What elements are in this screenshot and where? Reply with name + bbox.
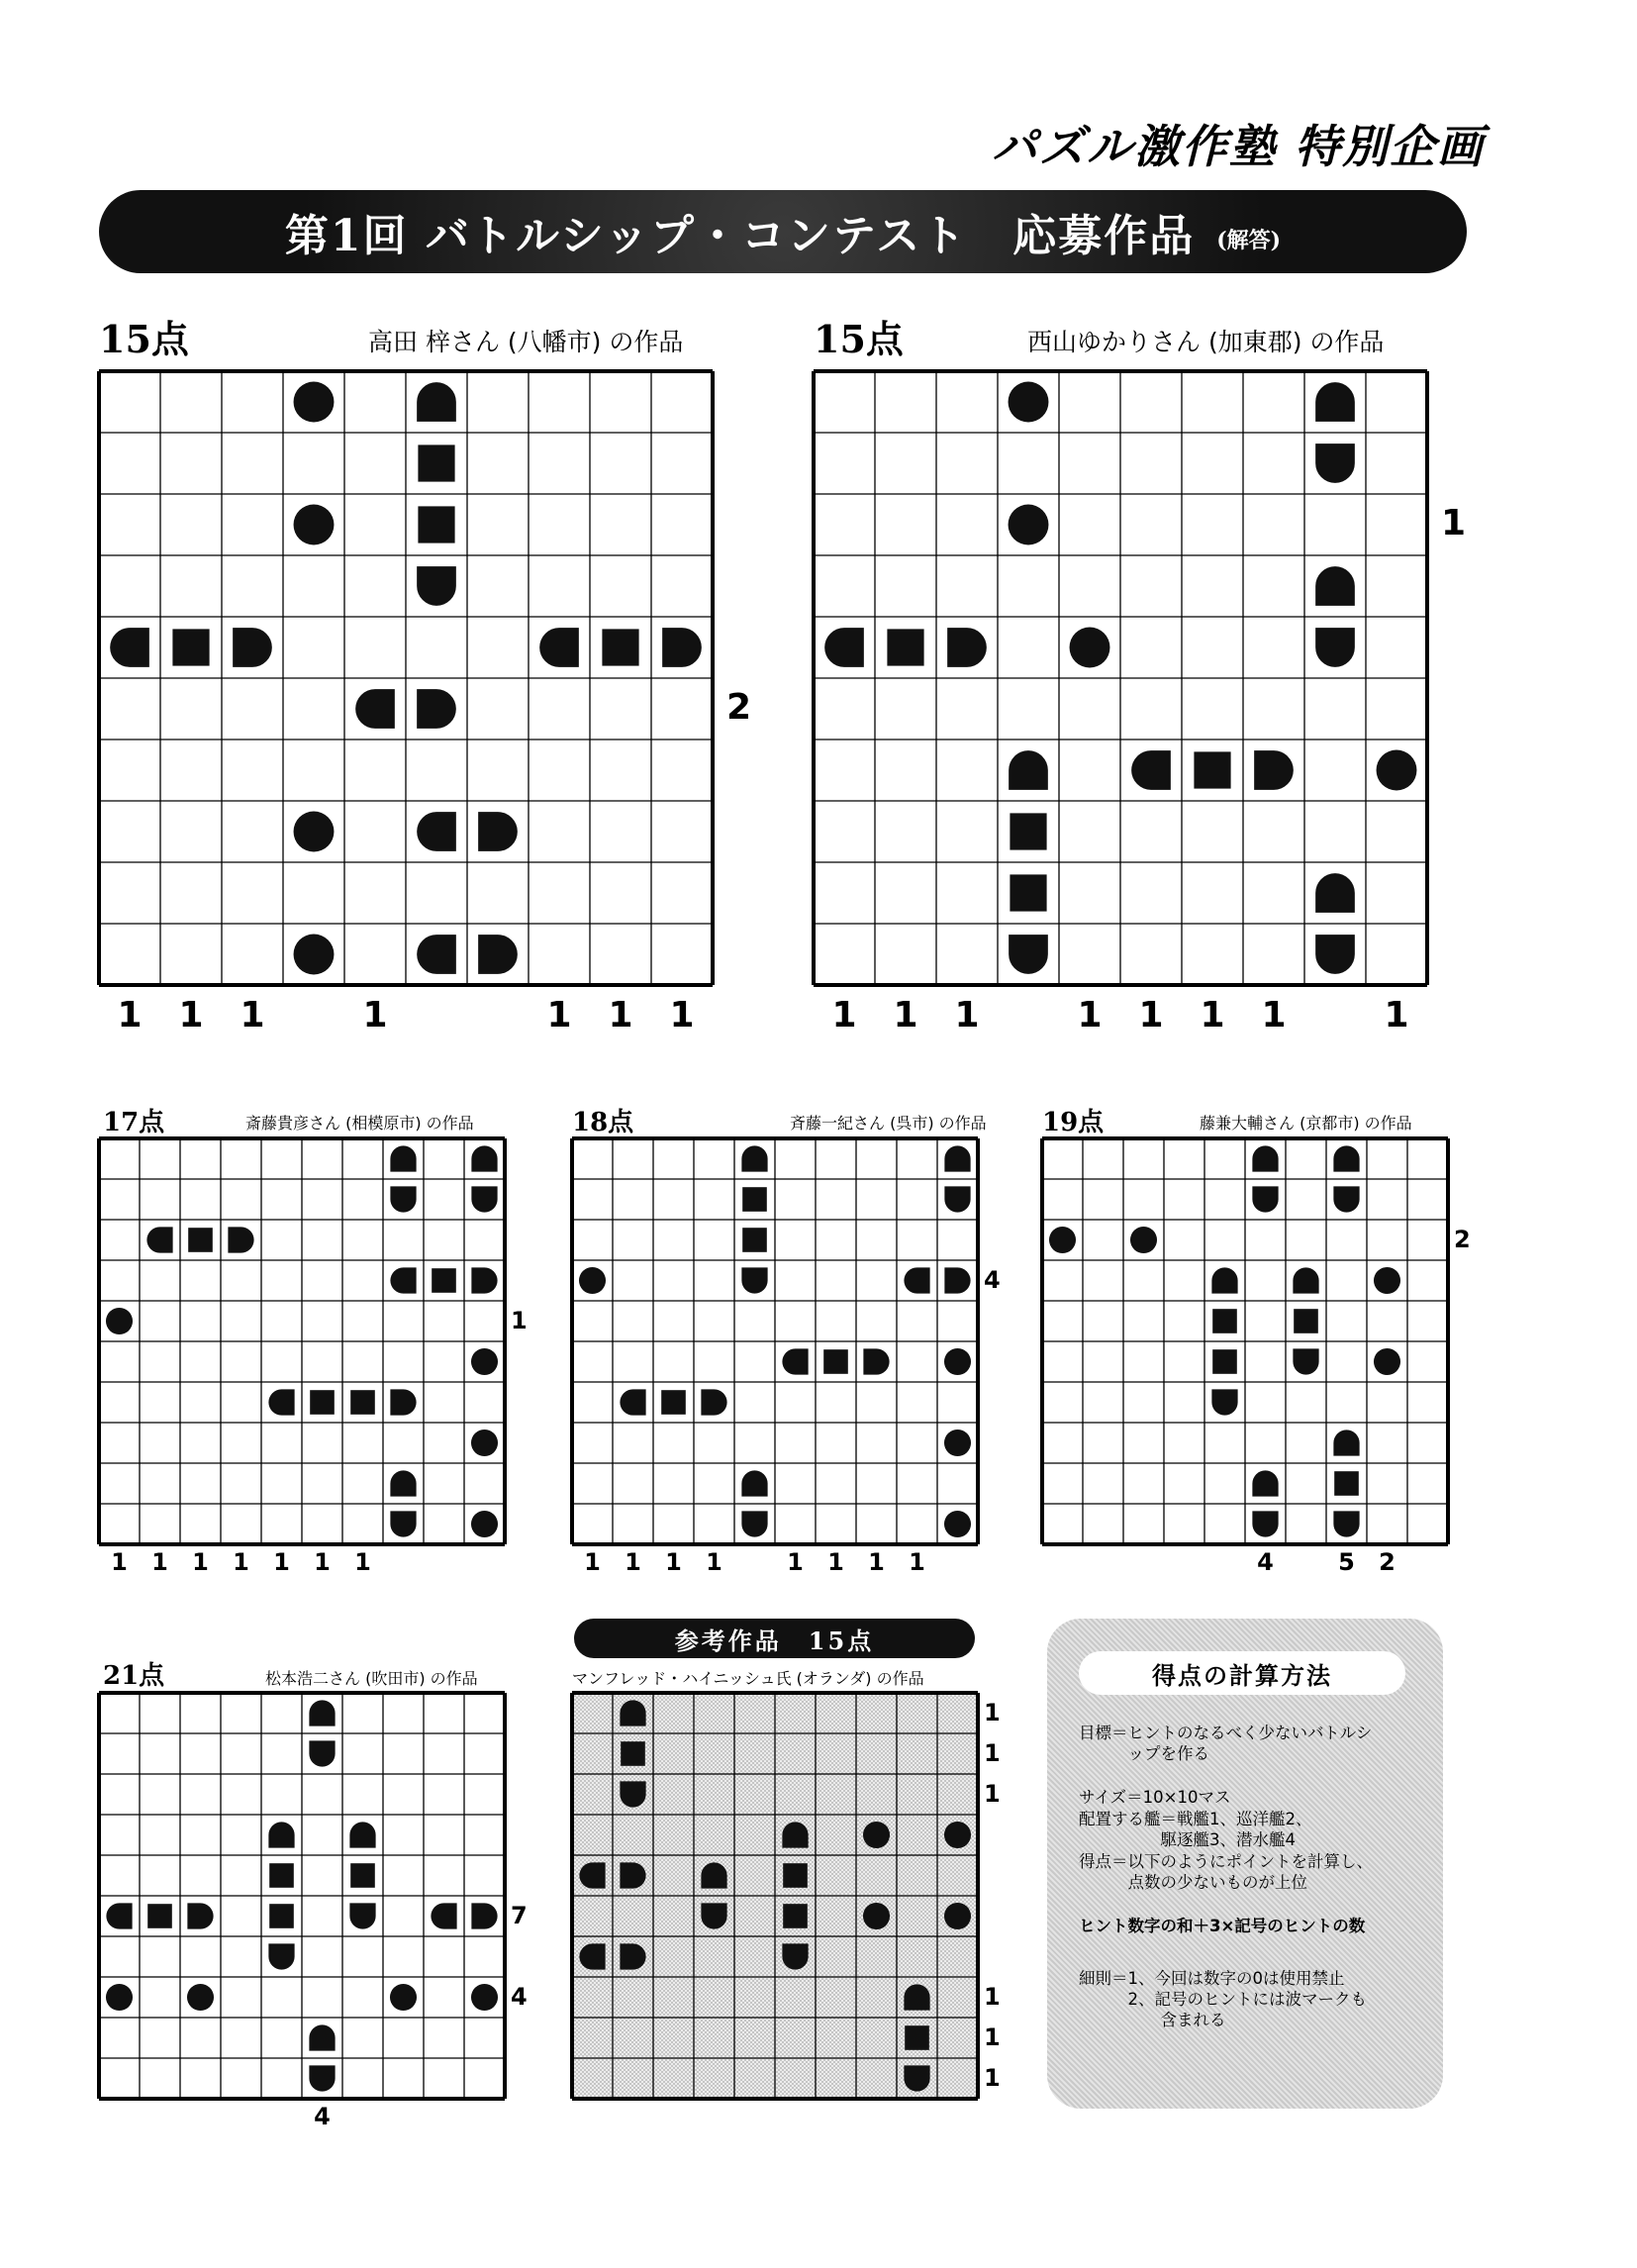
ship-right-end xyxy=(701,1389,726,1415)
ship-left-end xyxy=(620,1389,645,1415)
puzzle-6-score: 21点 xyxy=(103,1661,165,1691)
submarine-circle xyxy=(944,1822,971,1848)
submarine-circle xyxy=(944,1903,971,1929)
ship-bottom-end xyxy=(741,1267,767,1293)
grid-svg xyxy=(95,367,717,989)
ship-left-end xyxy=(1131,750,1171,790)
ship-bottom-end xyxy=(471,1186,497,1212)
column-hint: 1 xyxy=(893,995,918,1035)
ship-right-end xyxy=(417,689,456,729)
ship-middle-square xyxy=(350,1390,375,1415)
ship-middle-square xyxy=(1194,751,1230,788)
ship-bottom-end xyxy=(1211,1389,1237,1415)
ship-bottom-end xyxy=(309,2065,335,2091)
ship-top-end xyxy=(390,1145,416,1171)
ship-right-end xyxy=(863,1348,889,1374)
ship-top-end xyxy=(1252,1145,1278,1171)
submarine-circle xyxy=(1374,1267,1400,1294)
ship-top-end xyxy=(1333,1430,1359,1455)
ship-middle-square xyxy=(172,629,209,665)
column-hint: 1 xyxy=(868,1548,885,1576)
ship-top-end xyxy=(309,1700,335,1726)
row-hint: 1 xyxy=(984,1699,1001,1727)
series-title: パズル激作塾 特別企画 xyxy=(991,120,1485,173)
ship-bottom-end xyxy=(1315,628,1355,667)
row-hint: 7 xyxy=(511,1902,528,1930)
submarine-circle xyxy=(106,1984,133,2011)
reference-label: 参考作品 15点 xyxy=(574,1619,975,1658)
column-hint: 1 xyxy=(584,1548,601,1576)
ship-left-end xyxy=(579,1862,605,1888)
ship-top-end xyxy=(944,1145,970,1171)
ship-middle-square xyxy=(147,1904,172,1928)
ship-bottom-end xyxy=(390,1511,416,1536)
puzzle-1-author: 高田 梓さん (八幡市) の作品 xyxy=(368,328,684,356)
ship-bottom-end xyxy=(1252,1511,1278,1536)
ship-left-end xyxy=(539,628,579,667)
ship-right-end xyxy=(228,1227,253,1252)
ship-bottom-end xyxy=(741,1511,767,1536)
ship-top-end xyxy=(1315,873,1355,913)
submarine-circle xyxy=(944,1430,971,1456)
ship-middle-square xyxy=(742,1228,767,1252)
column-hint: 1 xyxy=(111,1548,128,1576)
ship-middle-square xyxy=(1212,1309,1237,1333)
submarine-circle xyxy=(294,382,335,423)
ship-middle-square xyxy=(661,1390,686,1415)
ship-middle-square xyxy=(823,1349,848,1374)
submarine-circle xyxy=(187,1984,214,2011)
ship-bottom-end xyxy=(309,1740,335,1766)
ship-right-end xyxy=(187,1903,213,1928)
ship-left-end xyxy=(431,1903,456,1928)
ship-right-end xyxy=(471,1267,497,1293)
submarine-circle xyxy=(1377,750,1417,791)
ship-middle-square xyxy=(432,1268,456,1293)
ship-right-end xyxy=(1254,750,1294,790)
submarine-circle xyxy=(863,1822,890,1848)
ship-top-end xyxy=(1333,1145,1359,1171)
ship-top-end xyxy=(1315,566,1355,606)
ship-left-end xyxy=(355,689,395,729)
column-hint: 1 xyxy=(608,995,633,1035)
row-hint: 1 xyxy=(984,2023,1001,2052)
ship-bottom-end xyxy=(1293,1348,1318,1374)
ship-bottom-end xyxy=(1315,935,1355,974)
puzzle-7-author: マンフレッド・ハイニッシュ氏 (オランダ) の作品 xyxy=(572,1669,924,1688)
puzzle-3-score: 17点 xyxy=(103,1108,165,1137)
ship-top-end xyxy=(1293,1267,1318,1293)
ship-right-end xyxy=(620,1943,645,1969)
ship-right-end xyxy=(471,1903,497,1928)
ship-top-end xyxy=(390,1470,416,1496)
column-hint: 1 xyxy=(314,1548,331,1576)
column-hint: 2 xyxy=(1379,1548,1396,1576)
column-hint: 1 xyxy=(665,1548,682,1576)
scoring-rules-title: 得点の計算方法 xyxy=(1079,1651,1405,1695)
ship-top-end xyxy=(1009,750,1048,790)
submarine-circle xyxy=(471,1348,498,1375)
submarine-circle xyxy=(471,1984,498,2011)
column-hint: 1 xyxy=(354,1548,371,1576)
rule-size: サイズ＝10×10マス xyxy=(1079,1788,1231,1807)
ship-bottom-end xyxy=(268,1943,294,1969)
ship-left-end xyxy=(904,1267,929,1293)
submarine-circle xyxy=(1130,1227,1157,1253)
title-banner xyxy=(99,190,1467,273)
ship-middle-square xyxy=(1212,1349,1237,1374)
ship-right-end xyxy=(390,1389,416,1415)
ship-middle-square xyxy=(783,1904,808,1928)
puzzle-5-score: 19点 xyxy=(1042,1108,1105,1137)
submarine-circle xyxy=(294,505,335,545)
puzzle-4-author: 斉藤一紀さん (呉市) の作品 xyxy=(790,1114,987,1133)
grid-svg xyxy=(95,1689,509,2103)
submarine-circle xyxy=(294,935,335,975)
row-hint: 4 xyxy=(511,1983,528,2012)
ship-top-end xyxy=(782,1822,808,1847)
grid-svg xyxy=(810,367,1431,989)
ship-middle-square xyxy=(418,506,454,542)
grid-svg xyxy=(568,1689,982,2103)
ship-top-end xyxy=(620,1700,645,1726)
ship-top-end xyxy=(1315,382,1355,422)
row-hint: 1 xyxy=(984,2064,1001,2093)
row-hint: 1 xyxy=(1441,503,1467,544)
ship-middle-square xyxy=(269,1904,294,1928)
ship-bottom-end xyxy=(1009,935,1048,974)
rule-notes: 細則＝1、今回は数字の0は使用禁止 2、記号のヒントには波マークも 含まれる xyxy=(1079,1969,1367,2029)
column-hint: 1 xyxy=(787,1548,804,1576)
ship-top-end xyxy=(1211,1267,1237,1293)
submarine-circle xyxy=(1374,1348,1400,1375)
column-hint: 1 xyxy=(151,1548,168,1576)
column-hint: 1 xyxy=(233,1548,249,1576)
ship-left-end xyxy=(579,1943,605,1969)
column-hint: 1 xyxy=(909,1548,925,1576)
ship-bottom-end xyxy=(1333,1511,1359,1536)
puzzle-3-author: 斎藤貴彦さん (相模原市) の作品 xyxy=(245,1114,474,1133)
ship-top-end xyxy=(904,1984,929,2010)
ship-bottom-end xyxy=(944,1186,970,1212)
column-hint: 1 xyxy=(546,995,572,1035)
ship-top-end xyxy=(349,1822,375,1847)
rule-ships: 配置する艦＝戦艦1、巡洋艦2、 駆逐艦3、潜水艦4 xyxy=(1079,1810,1312,1849)
ship-bottom-end xyxy=(390,1186,416,1212)
ship-top-end xyxy=(417,382,456,422)
row-hint: 1 xyxy=(984,1780,1001,1809)
ship-top-end xyxy=(471,1145,497,1171)
submarine-circle xyxy=(944,1511,971,1537)
ship-middle-square xyxy=(269,1863,294,1888)
page-title: 第1回 バトルシップ・コンテスト 応募作品 xyxy=(284,211,1196,261)
column-hint: 5 xyxy=(1338,1548,1355,1576)
ship-top-end xyxy=(701,1862,726,1888)
ship-bottom-end xyxy=(620,1781,645,1807)
ship-top-end xyxy=(268,1822,294,1847)
ship-right-end xyxy=(233,628,272,667)
ship-bottom-end xyxy=(701,1903,726,1928)
submarine-circle xyxy=(1070,628,1110,668)
column-hint: 1 xyxy=(954,995,980,1035)
ship-middle-square xyxy=(742,1187,767,1212)
submarine-circle xyxy=(1049,1227,1076,1253)
grid-svg xyxy=(1038,1134,1452,1548)
grid-svg xyxy=(568,1134,982,1548)
ship-middle-square xyxy=(1334,1471,1359,1496)
ship-right-end xyxy=(947,628,987,667)
ship-left-end xyxy=(417,812,456,851)
ship-left-end xyxy=(146,1227,172,1252)
ship-middle-square xyxy=(887,629,923,665)
column-hint: 1 xyxy=(827,1548,844,1576)
row-hint: 2 xyxy=(1454,1226,1471,1254)
puzzle-1-score: 15点 xyxy=(99,317,189,361)
ship-middle-square xyxy=(188,1228,213,1252)
ship-middle-square xyxy=(418,444,454,481)
grid-svg xyxy=(95,1134,509,1548)
ship-middle-square xyxy=(621,1741,645,1766)
puzzle-2-score: 15点 xyxy=(814,317,904,361)
puzzle-4-score: 18点 xyxy=(572,1108,634,1137)
ship-bottom-end xyxy=(349,1903,375,1928)
ship-middle-square xyxy=(1010,874,1046,911)
puzzle-5-author: 藤兼大輔さん (京都市) の作品 xyxy=(1200,1114,1412,1133)
submarine-circle xyxy=(579,1267,606,1294)
column-hint: 1 xyxy=(273,1548,290,1576)
ship-left-end xyxy=(268,1389,294,1415)
submarine-circle xyxy=(390,1984,417,2011)
column-hint: 1 xyxy=(1384,995,1409,1035)
column-hint: 4 xyxy=(1257,1548,1274,1576)
ship-bottom-end xyxy=(904,2065,929,2091)
submarine-circle xyxy=(1009,382,1049,423)
submarine-circle xyxy=(1009,505,1049,545)
ship-bottom-end xyxy=(417,566,456,606)
submarine-circle xyxy=(863,1903,890,1929)
puzzle-6-author: 松本浩二さん (吹田市) の作品 xyxy=(265,1669,478,1688)
ship-top-end xyxy=(741,1145,767,1171)
row-hint: 2 xyxy=(726,687,752,729)
rule-points: 得点＝以下のようにポイントを計算し、 点数の少ないものが上位 xyxy=(1079,1852,1373,1892)
ship-middle-square xyxy=(350,1863,375,1888)
column-hint: 1 xyxy=(117,995,143,1035)
ship-right-end xyxy=(620,1862,645,1888)
ship-bottom-end xyxy=(1333,1186,1359,1212)
row-hint: 1 xyxy=(511,1307,528,1335)
column-hint: 1 xyxy=(362,995,388,1035)
submarine-circle xyxy=(294,812,335,852)
column-hint: 1 xyxy=(1077,995,1103,1035)
ship-left-end xyxy=(824,628,864,667)
ship-middle-square xyxy=(905,2025,929,2050)
puzzle-2-author: 西山ゆかりさん (加東郡) の作品 xyxy=(1027,328,1385,356)
ship-left-end xyxy=(782,1348,808,1374)
ship-top-end xyxy=(1252,1470,1278,1496)
ship-left-end xyxy=(417,935,456,974)
ship-bottom-end xyxy=(1252,1186,1278,1212)
ship-right-end xyxy=(478,812,518,851)
rule-goal: 目標＝ヒントのなるべく少ないバトルシ ップを作る xyxy=(1079,1724,1373,1763)
column-hint: 1 xyxy=(240,995,265,1035)
column-hint: 1 xyxy=(831,995,857,1035)
ship-left-end xyxy=(110,628,149,667)
ship-middle-square xyxy=(602,629,638,665)
column-hint: 1 xyxy=(178,995,204,1035)
row-hint: 1 xyxy=(984,1739,1001,1768)
column-hint: 1 xyxy=(1138,995,1164,1035)
column-hint: 1 xyxy=(625,1548,641,1576)
submarine-circle xyxy=(106,1308,133,1334)
ship-bottom-end xyxy=(1315,444,1355,483)
page-subtitle: (解答) xyxy=(1216,227,1282,253)
ship-right-end xyxy=(478,935,518,974)
ship-top-end xyxy=(309,2024,335,2050)
row-hint: 4 xyxy=(984,1266,1001,1295)
ship-right-end xyxy=(944,1267,970,1293)
column-hint: 4 xyxy=(314,2103,331,2130)
submarine-circle xyxy=(471,1430,498,1456)
submarine-circle xyxy=(944,1348,971,1375)
row-hint: 1 xyxy=(984,1983,1001,2012)
column-hint: 1 xyxy=(669,995,695,1035)
column-hint: 1 xyxy=(1261,995,1287,1035)
column-hint: 1 xyxy=(1200,995,1225,1035)
ship-bottom-end xyxy=(782,1943,808,1969)
column-hint: 1 xyxy=(706,1548,722,1576)
ship-middle-square xyxy=(1294,1309,1318,1333)
ship-middle-square xyxy=(1010,813,1046,849)
ship-top-end xyxy=(741,1470,767,1496)
ship-right-end xyxy=(662,628,702,667)
ship-middle-square xyxy=(783,1863,808,1888)
submarine-circle xyxy=(471,1511,498,1537)
ship-left-end xyxy=(390,1267,416,1293)
ship-middle-square xyxy=(310,1390,335,1415)
column-hint: 1 xyxy=(192,1548,209,1576)
rule-formula: ヒント数字の和＋3×記号のヒントの数 xyxy=(1079,1917,1366,1935)
ship-left-end xyxy=(106,1903,132,1928)
